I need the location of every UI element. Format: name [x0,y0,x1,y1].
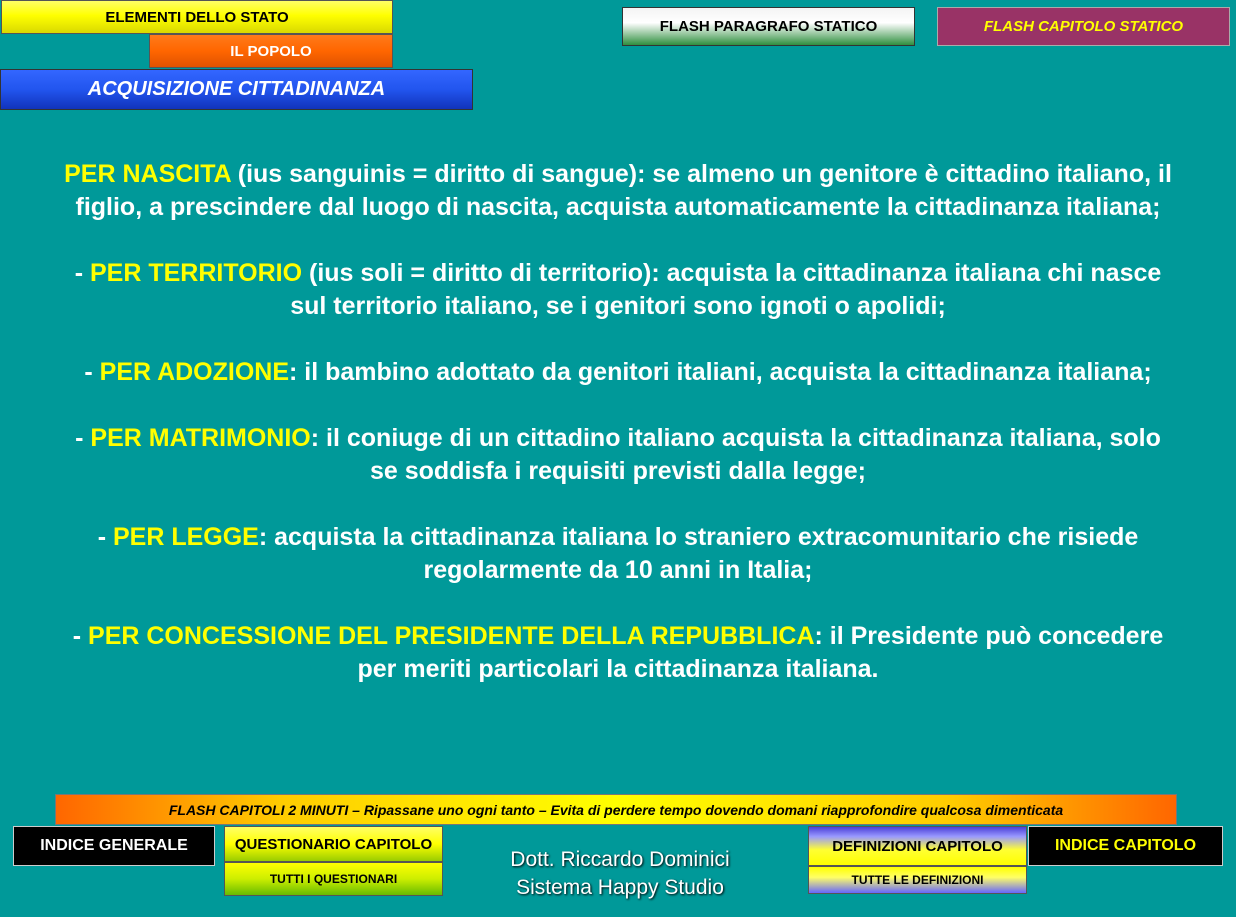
list-item: - PER CONCESSIONE DEL PRESIDENTE DELLA REPUBBLICA: il Presidente può concedere per meriti particolari la cittadinanza italiana. [72,622,1164,683]
item-keyword: PER LEGGE [112,523,259,551]
studio-name: Sistema Happy Studio [516,876,724,899]
indice-generale-button[interactable]: INDICE GENERALE [13,826,215,866]
item-keyword: PER ADOZIONE [99,358,290,386]
list-item: PER NASCITA (ius sanguinis = diritto di sangue): se almeno un genitore è cittadino italiano, il figlio, a prescindere dal luogo di nascita, acquista automaticamente la cittadinanza italiana; [64,160,1172,221]
list-item: - PER LEGGE: acquista la cittadinanza italiana lo straniero extracomunitario che risiede regolarmente da 10 anni in Italia; [97,523,1139,584]
item-keyword: PER CONCESSIONE DEL PRESIDENTE DELLA REPUBBLICA [88,622,815,650]
item-keyword: PER NASCITA [64,160,231,188]
acquisizione-cittadinanza-title: ACQUISIZIONE CITTADINANZA [0,69,473,110]
content-body [60,158,1176,719]
tutti-questionari-button[interactable]: TUTTI I QUESTIONARI [224,862,443,896]
flash-capitolo-button[interactable]: FLASH CAPITOLO STATICO [937,7,1230,46]
elementi-dello-stato-button[interactable]: ELEMENTI DELLO STATO [1,0,393,34]
definizioni-capitolo-button[interactable]: DEFINIZIONI CAPITOLO [808,826,1027,866]
indice-capitolo-button[interactable]: INDICE CAPITOLO [1028,826,1223,866]
list-item: - PER TERRITORIO (ius soli = diritto di territorio): acquista la cittadinanza italiana chi nasce sul territorio italiano, se i genitori sono ignoti o apolidi; [74,259,1162,320]
il-popolo-button[interactable]: IL POPOLO [149,34,393,68]
flash-paragrafo-button[interactable]: FLASH PARAGRAFO STATICO [622,7,915,46]
item-keyword: PER MATRIMONIO [90,424,311,452]
author-signature [460,846,780,902]
item-keyword: PER TERRITORIO [90,259,303,287]
questionario-capitolo-button[interactable]: QUESTIONARIO CAPITOLO [224,826,443,862]
list-item: - PER MATRIMONIO: il coniuge di un cittadino italiano acquista la cittadinanza italiana, solo se soddisfa i requisiti previsti dalla legge; [75,424,1161,485]
tutte-definizioni-button[interactable]: TUTTE LE DEFINIZIONI [808,866,1027,894]
author-name: Dott. Riccardo Dominici [510,848,730,871]
list-item: - PER ADOZIONE: il bambino adottato da genitori italiani, acquista la cittadinanza italiana; [84,358,1152,386]
flash-capitoli-banner[interactable]: FLASH CAPITOLI 2 MINUTI – Ripassane uno ogni tanto – Evita di perdere tempo dovendo domani riapprofondire qualcosa dimenticata [55,794,1177,825]
